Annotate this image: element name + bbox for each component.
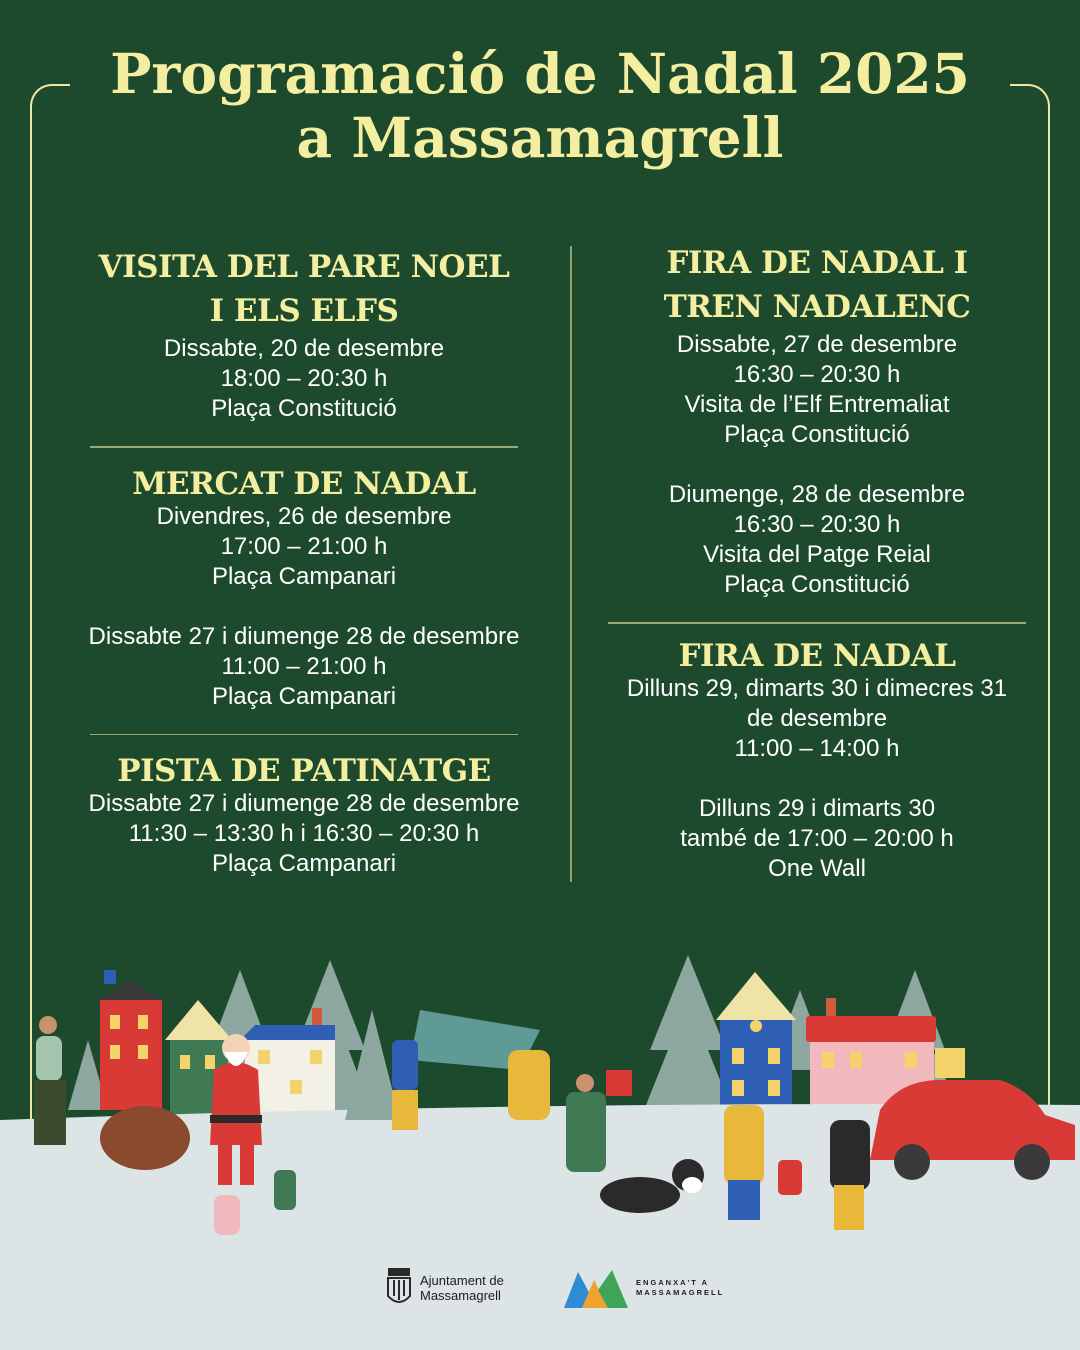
event-visita-pare-noel <box>48 244 560 424</box>
event-time: 16:30 – 20:30 h <box>733 511 901 538</box>
event-fira-tren-nadalenc <box>598 240 1036 600</box>
event-time: 11:00 – 14:00 h <box>734 734 900 762</box>
event-heading: I ELS ELFS <box>209 293 399 329</box>
ajuntament-name-line-2: Massamagrell <box>420 1288 501 1303</box>
red-house <box>98 970 162 1110</box>
event-date: Diumenge, 28 de desembre <box>668 481 966 508</box>
event-heading: FIRA DE NADAL <box>678 637 956 674</box>
title-line-2: a Massamagrell <box>296 105 784 170</box>
event-date: Dissabte, 27 de desembre <box>676 331 958 358</box>
event-mercat-de-nadal <box>48 466 560 712</box>
event-date: Dissabte 27 i diumenge 28 de desembre <box>88 622 520 650</box>
event-activity: Visita del Patge Reial <box>703 541 931 568</box>
event-heading: VISITA DEL PARE NOEL <box>98 249 510 285</box>
event-place: Plaça Constitució <box>211 395 397 422</box>
event-time: 16:30 – 20:30 h <box>733 361 901 388</box>
event-date: Dilluns 29 i dimarts 30 <box>698 794 936 822</box>
column-divider <box>570 246 572 882</box>
page-title <box>0 42 1080 170</box>
event-activity: Visita de l’Elf Entremaliat <box>684 391 950 418</box>
event-place: Plaça Campanari <box>211 562 397 590</box>
event-pista-de-patinatge <box>48 753 560 879</box>
event-time: també de 17:00 – 20:00 h <box>680 824 954 852</box>
blue-house <box>716 972 796 1120</box>
event-date: de desembre <box>746 704 888 732</box>
person-yellow-coat <box>508 1050 550 1120</box>
footer <box>0 1258 1080 1318</box>
event-time: 11:00 – 21:00 h <box>221 652 387 680</box>
event-place: Plaça Constitució <box>724 421 910 448</box>
event-time: 11:30 – 13:30 h i 16:30 – 20:30 h <box>128 820 480 847</box>
enganxat-logo <box>564 1268 724 1308</box>
event-fira-de-nadal <box>598 638 1036 884</box>
event-time: 17:00 – 21:00 h <box>220 532 388 560</box>
title-line-1: Programació de Nadal 2025 <box>110 41 970 106</box>
event-heading: PISTA DE PATINATGE <box>117 753 491 789</box>
event-heading: FIRA DE NADAL I <box>666 245 968 281</box>
coat-of-arms-icon <box>386 1266 412 1310</box>
event-time: 18:00 – 20:30 h <box>220 365 388 392</box>
event-heading: TREN NADALENC <box>663 289 971 325</box>
event-date: Dilluns 29, dimarts 30 i dimecres 31 <box>626 674 1008 702</box>
section-divider <box>90 446 518 448</box>
event-heading: MERCAT DE NADAL <box>132 465 476 502</box>
gift-sack <box>100 1106 190 1170</box>
ajuntament-name-line-1: Ajuntament de <box>420 1273 504 1288</box>
event-date: Divendres, 26 de desembre <box>156 502 452 530</box>
enganxat-line-2: MASSAMAGRELL <box>636 1288 725 1297</box>
event-place: Plaça Campanari <box>211 850 397 877</box>
right-column <box>598 240 1036 884</box>
event-date: Dissabte 27 i diumenge 28 de desembre <box>88 790 520 817</box>
section-divider <box>608 622 1026 624</box>
event-place: Plaça Constitució <box>724 571 910 598</box>
event-place: Plaça Campanari <box>211 682 397 710</box>
section-divider <box>90 734 518 736</box>
event-place: One Wall <box>768 854 866 882</box>
event-date: Dissabte, 20 de desembre <box>163 335 445 362</box>
ajuntament-logo <box>386 1266 504 1310</box>
mountain-m-icon <box>564 1268 628 1308</box>
woman-with-sparkler <box>34 1016 66 1145</box>
enganxat-line-1: ENGANXA'T A <box>636 1278 710 1287</box>
left-column <box>48 244 560 879</box>
